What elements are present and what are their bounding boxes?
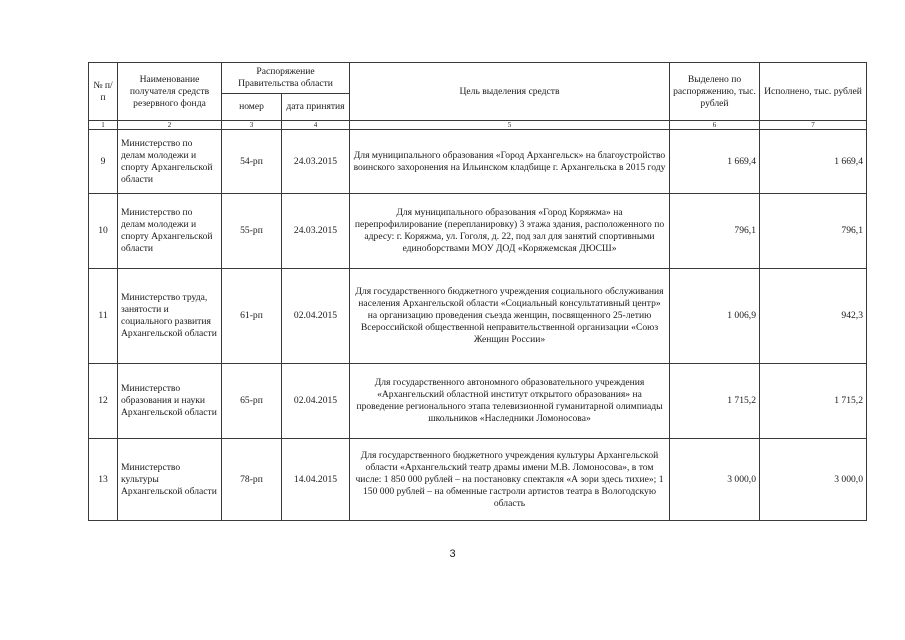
column-number: 4: [282, 121, 350, 130]
column-number: 6: [670, 121, 760, 130]
row-number: 9: [89, 130, 118, 194]
row-purpose: Для муниципального образования «Город Архангельск» на благоустройство воинского захоронения на Ильинском кладбище г. Архангельска в 2015 году: [350, 130, 670, 194]
row-executed: 1 669,4: [760, 130, 867, 194]
row-allocated: 1 006,9: [670, 269, 760, 364]
row-number: 11: [89, 269, 118, 364]
row-number: 13: [89, 439, 118, 521]
row-order-date: 14.04.2015: [282, 439, 350, 521]
column-number: 3: [222, 121, 282, 130]
table-body: [89, 130, 867, 521]
table-row: [89, 130, 867, 194]
header-no: № п/п: [89, 63, 118, 121]
row-recipient: Министерство труда, занятости и социального развития Архангельской области: [118, 269, 222, 364]
row-recipient: Министерство культуры Архангельской области: [118, 439, 222, 521]
row-order-date: 24.03.2015: [282, 194, 350, 269]
column-number: 1: [89, 121, 118, 130]
column-number: 2: [118, 121, 222, 130]
row-order-number: 54-рп: [222, 130, 282, 194]
page-number: 3: [449, 548, 456, 560]
row-allocated: 1 715,2: [670, 364, 760, 439]
row-recipient: Министерство образования и науки Архангельской области: [118, 364, 222, 439]
row-number: 10: [89, 194, 118, 269]
row-order-number: 65-рп: [222, 364, 282, 439]
row-purpose: Для государственного бюджетного учреждения социального обслуживания населения Архангельской области «Социальный консультативный центр» на организацию проведения съезда женщин, посвященного 25-летию Всероссийской общественной неправительственной организации «Союз Женщин России»: [350, 269, 670, 364]
row-order-date: 02.04.2015: [282, 364, 350, 439]
row-allocated: 3 000,0: [670, 439, 760, 521]
row-order-number: 78-рп: [222, 439, 282, 521]
table-row: [89, 439, 867, 521]
row-number: 12: [89, 364, 118, 439]
header-order-date: дата принятия: [282, 94, 350, 121]
table-row: [89, 194, 867, 269]
header-allocated: Выделено по распоряжению, тыс. рублей: [670, 63, 760, 121]
column-number-row: [89, 121, 867, 130]
row-recipient: Министерство по делам молодежи и спорту Архангельской области: [118, 194, 222, 269]
row-order-date: 24.03.2015: [282, 130, 350, 194]
row-recipient: Министерство по делам молодежи и спорту Архангельской области: [118, 130, 222, 194]
header-executed: Исполнено, тыс. рублей: [760, 63, 867, 121]
row-executed: 942,3: [760, 269, 867, 364]
header-recipient: Наименование получателя средств резервного фонда: [118, 63, 222, 121]
row-order-number: 61-рп: [222, 269, 282, 364]
row-allocated: 796,1: [670, 194, 760, 269]
row-order-date: 02.04.2015: [282, 269, 350, 364]
row-order-number: 55-рп: [222, 194, 282, 269]
row-executed: 3 000,0: [760, 439, 867, 521]
row-allocated: 1 669,4: [670, 130, 760, 194]
header-order-number: номер: [222, 94, 282, 121]
table-row: [89, 364, 867, 439]
header-order-group: Распоряжение Правительства области: [222, 63, 350, 94]
row-purpose: Для государственного автономного образовательного учреждения «Архангельский областной институт открытого образования» на проведение регионального этапа телевизионной гуманитарной олимпиады школьников «Наследники Ломоносова»: [350, 364, 670, 439]
column-number: 7: [760, 121, 867, 130]
header-purpose: Цель выделения средств: [350, 63, 670, 121]
table-header: [89, 63, 867, 130]
row-executed: 796,1: [760, 194, 867, 269]
column-number: 5: [350, 121, 670, 130]
table-row: [89, 269, 867, 364]
row-purpose: Для муниципального образования «Город Коряжма» на перепрофилирование (перепланировку) 3 этажа здания, расположенного по адресу: г. Коряжма, ул. Гоголя, д. 22, под зал для занятий спортивными единоборствами МОУ ДОД «Коряжемская ДЮСШ»: [350, 194, 670, 269]
row-purpose: Для государственного бюджетного учреждения культуры Архангельской области «Архангельский театр драмы имени М.В. Ломоносова», в том числе: 1 850 000 рублей – на постановку спектакля «А зори здесь тихие»; 1 150 000 рублей – на обменные гастроли артистов театра в Вологодскую область: [350, 439, 670, 521]
row-executed: 1 715,2: [760, 364, 867, 439]
reserve-fund-table: [88, 62, 867, 521]
